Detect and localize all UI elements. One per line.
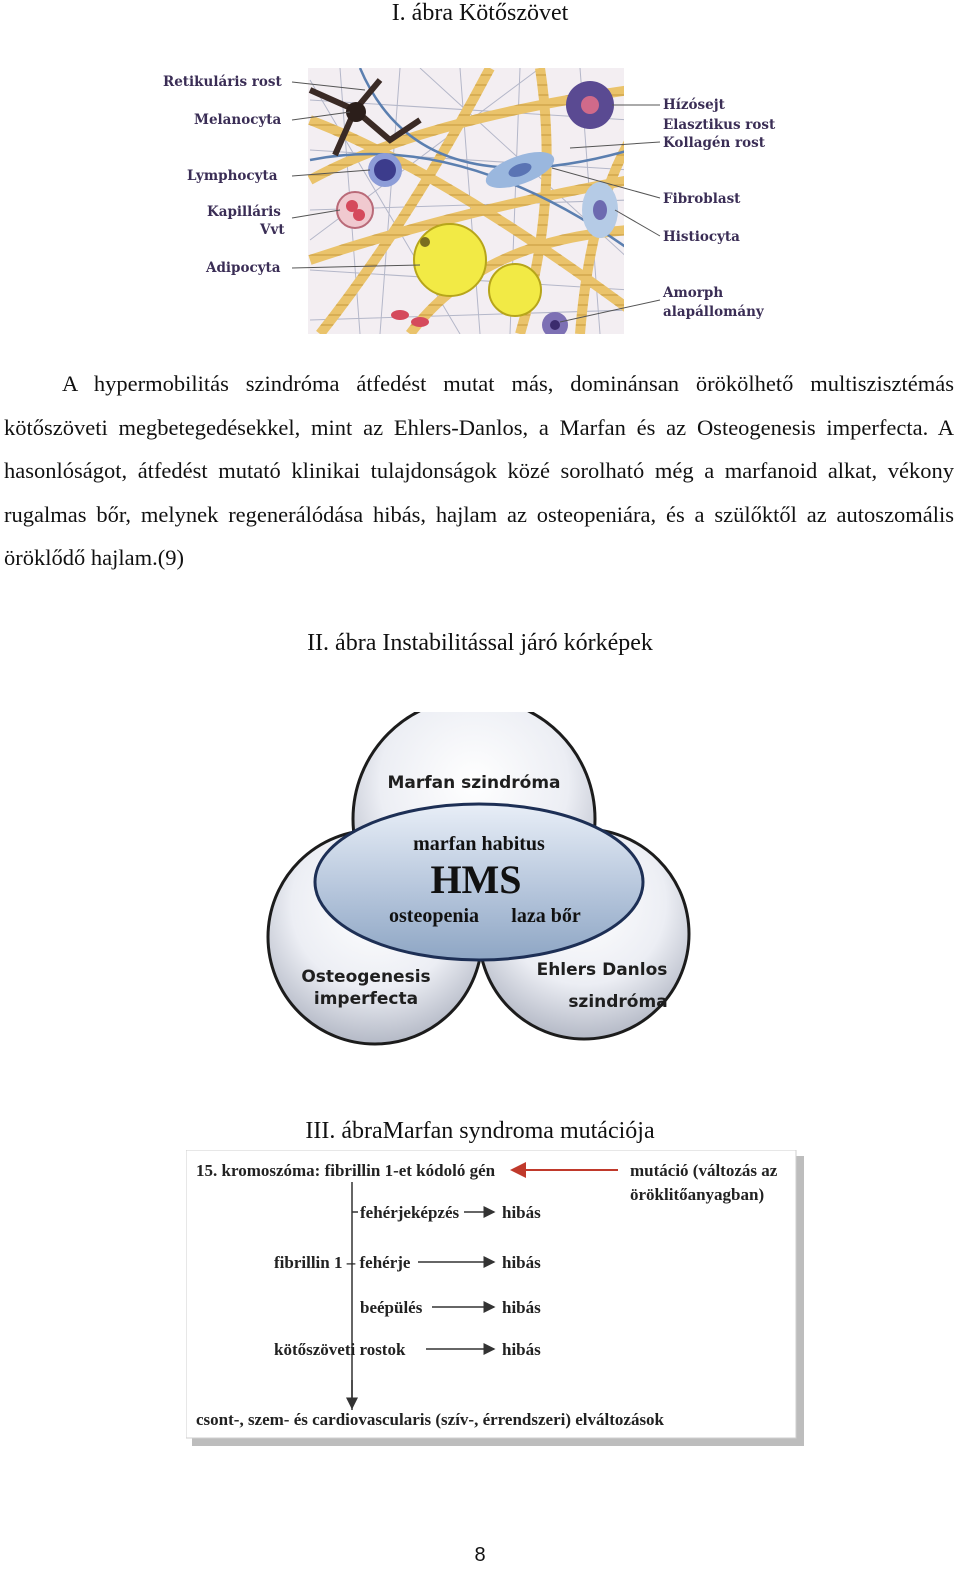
mutation-label-1: mutáció (változás az bbox=[630, 1161, 778, 1180]
step-protein-synthesis: fehérjeképzés bbox=[360, 1203, 460, 1222]
venn-svg bbox=[260, 712, 710, 1062]
status-3: hibás bbox=[502, 1298, 541, 1317]
label-hms: HMS bbox=[430, 857, 522, 902]
step-connective-fibers: kötőszöveti rostok bbox=[274, 1340, 406, 1359]
label-imperfecta: imperfecta bbox=[313, 989, 419, 1009]
label-collagen-fiber: Kollagén rost bbox=[663, 135, 765, 151]
step-incorporation: beépülés bbox=[360, 1298, 423, 1317]
label-histiocyte: Histiocyta bbox=[663, 229, 740, 245]
label-fibroblast: Fibroblast bbox=[663, 191, 741, 207]
label-mast-cell: Hízósejt bbox=[663, 97, 725, 113]
figure2-caption: II. ábra Instabilitással járó kórképek bbox=[307, 630, 653, 656]
label-ground-substance: alapállomány bbox=[663, 304, 764, 320]
label-capillary: Kapilláris bbox=[207, 204, 281, 220]
figure3-caption: III. ábraMarfan syndroma mutációja bbox=[305, 1118, 655, 1144]
label-amorph: Amorph bbox=[663, 285, 724, 301]
status-1: hibás bbox=[502, 1203, 541, 1222]
label-rbc: Vvt bbox=[260, 222, 285, 238]
label-ehlers-danlos: Ehlers Danlos bbox=[536, 960, 668, 980]
label-marfan-habitus: marfan habitus bbox=[413, 833, 545, 855]
label-marfan-syndrome: Marfan szindróma bbox=[387, 773, 561, 793]
label-reticular-fiber: Retikuláris rost bbox=[163, 74, 282, 90]
label-laza-bor: laza bőr bbox=[511, 905, 581, 927]
venn-diagram bbox=[260, 712, 710, 1062]
label-osteogenesis: Osteogenesis bbox=[301, 967, 431, 987]
status-2: hibás bbox=[502, 1253, 541, 1272]
paragraph-text: A hypermobilitás szindróma átfedést mutat más, dominánsan örökölhető multiszisztémás kötőszöveti megbetegedésekkel, mint az Ehlers-Danlos, a Marfan és az Osteogenesis imperfecta. A hasonlóságot, átfedést mutató klinikai tulajdonságok közé sorolható még a marfanoid alkat, vékony rugalmas bőr, melynek regenerálódása hibás, hajlam az osteopeniára, és a szülőktől az autoszomális öröklődő hajlam.(9) bbox=[4, 371, 955, 570]
body-paragraph bbox=[4, 362, 954, 580]
adipocyte bbox=[414, 224, 486, 296]
step-fibrillin-protein: fibrillin 1 – fehérje bbox=[274, 1253, 411, 1272]
flowchart-svg bbox=[186, 1150, 804, 1446]
outcome-changes: csont-, szem- és cardiovascularis (szív-, érrendszeri) elváltozások bbox=[196, 1410, 665, 1429]
label-elastic-fiber: Elasztikus rost bbox=[663, 117, 776, 133]
label-szindroma: szindróma bbox=[568, 992, 668, 1012]
label-osteopenia: osteopenia bbox=[389, 905, 479, 927]
figure1-caption: I. ábra Kötőszövet bbox=[391, 0, 569, 26]
mutation-label-2: öröklitőanyagban) bbox=[630, 1185, 765, 1204]
status-4: hibás bbox=[502, 1340, 541, 1359]
label-adipocyte: Adipocyta bbox=[206, 260, 281, 276]
page-number: 8 bbox=[474, 1544, 486, 1566]
connective-tissue-figure bbox=[160, 60, 800, 340]
label-melanocyte: Melanocyta bbox=[194, 112, 282, 128]
connective-tissue-illustration bbox=[160, 60, 800, 340]
label-lymphocyte: Lymphocyta bbox=[187, 168, 278, 184]
chromosome-gene: 15. kromoszóma: fibrillin 1-et kódoló gén bbox=[196, 1161, 496, 1180]
marfan-mutation-flowchart bbox=[186, 1150, 804, 1446]
